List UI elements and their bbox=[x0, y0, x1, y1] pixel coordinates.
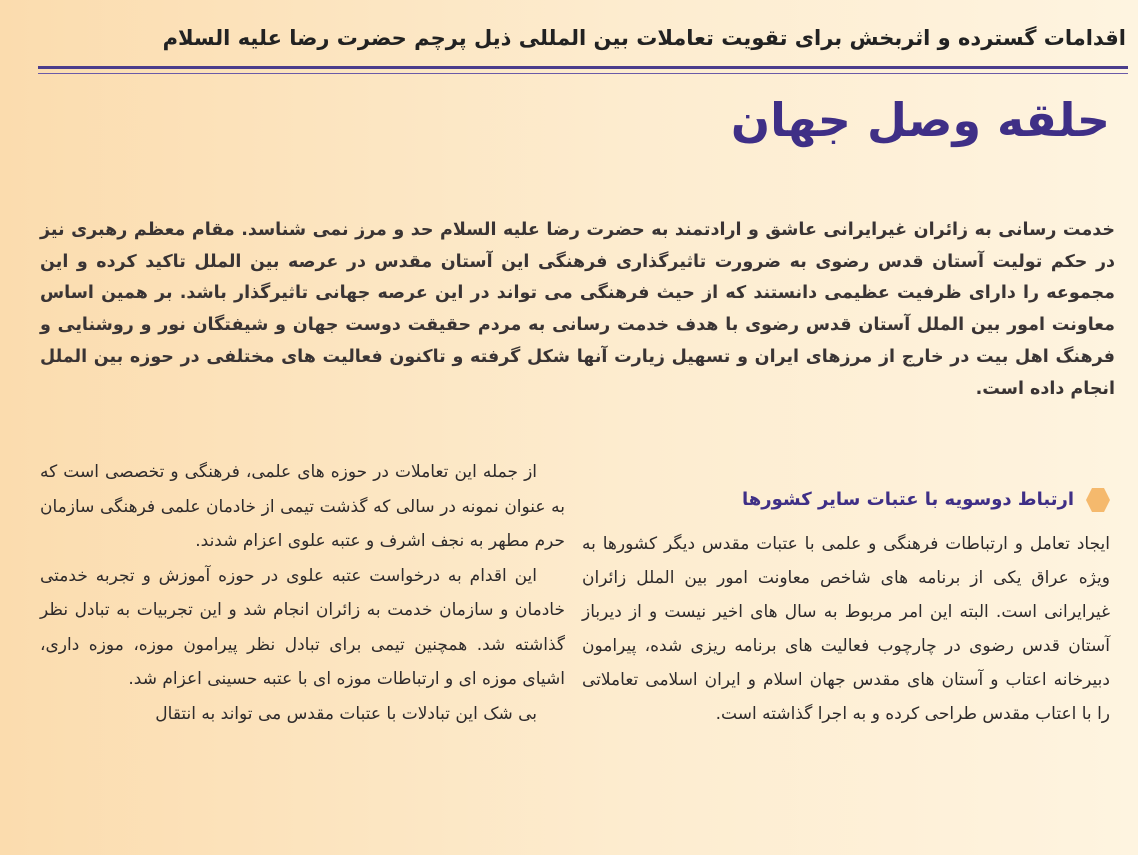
intro-paragraph: خدمت رسانی به زائران غیرایرانی عاشق و ارادتمند به حضرت رضا علیه السلام حد و مرز نمی شناسد. مقام معظم رهبری نیز در حکم تولیت آستان قدس رضوی به ضرورت تاثیرگذاری فرهنگی این آستان مقدس در عرصه بین الملل تاکید کرده و این مجموعه را دارای ظرفیت عظیمی دانستند که از حیث فرهنگی می تواند در این عرصه جهانی تاثیرگذار باشد. بر همین اساس معاونت امور بین الملل آستان قدس رضوی با هدف خدمت رسانی به مردم حقیقت دوست جهان و شیفتگان نور و روشنایی و فرهنگ اهل بیت در خارج از مرزهای ایران و تسهیل زیارت آنها شکل گرفته و تاکنون فعالیت های مختلفی در حوزه بین الملل انجام داده است. bbox=[40, 220, 1115, 399]
left-paragraph: این اقدام به درخواست عتبه علوی در حوزه آموزش و تجربه خدمتی خادمان و سازمان خدمت به زائران انجام شد و این تجربیات به تبادل نظر گذاشته شد. همچنین تیمی برای تبادل نظر پیرامون موزه، موزه داری، اشیای موزه ای و ارتباطات موزه ای با عتبه حسینی اعزام شد. bbox=[40, 565, 565, 689]
hexagon-bullet-icon bbox=[1086, 488, 1110, 512]
header-divider bbox=[38, 66, 1128, 69]
header-title: اقدامات گسترده و اثربخش برای تقویت تعاملات بین المللی ذیل پرچم حضرت رضا علیه السلام bbox=[162, 26, 1126, 50]
section-heading bbox=[582, 485, 1110, 515]
section-heading-text: ارتباط دوسویه با عتبات سایر کشورها bbox=[742, 489, 1074, 510]
section-body: ایجاد تعامل و ارتباطات فرهنگی و علمی با عتبات مقدس دیگر کشورها به ویژه عراق یکی از برنامه های شاخص معاونت امور بین الملل زائران غیرایرانی است. البته این امر مربوط به سال های اخیر نیست و از دیرباز آستان قدس رضوی در چارچوب فعالیت های برنامه ریزی شده، پیرامون دبیرخانه اعتاب و آستان های مقدس جهان اسلام و ایران اسلامی تعاملاتی را با اعتاب مقدس طراحی کرده و به اجرا گذاشته است. bbox=[582, 534, 1110, 724]
left-column bbox=[40, 455, 565, 731]
article-title: حلقه وصل جهان bbox=[730, 93, 1110, 147]
left-paragraph: از جمله این تعاملات در حوزه های علمی، فرهنگی و تخصصی است که به عنوان نمونه در سالی که گذشت تیمی از خادمان علمی فرهنگی سازمان حرم مطهر به نجف اشرف و عتبه علوی اعزام شدند. bbox=[40, 462, 565, 551]
left-paragraph: بی شک این تبادلات با عتبات مقدس می تواند به انتقال bbox=[155, 703, 537, 724]
header-divider-thin bbox=[38, 73, 1128, 74]
right-column bbox=[582, 485, 1110, 731]
